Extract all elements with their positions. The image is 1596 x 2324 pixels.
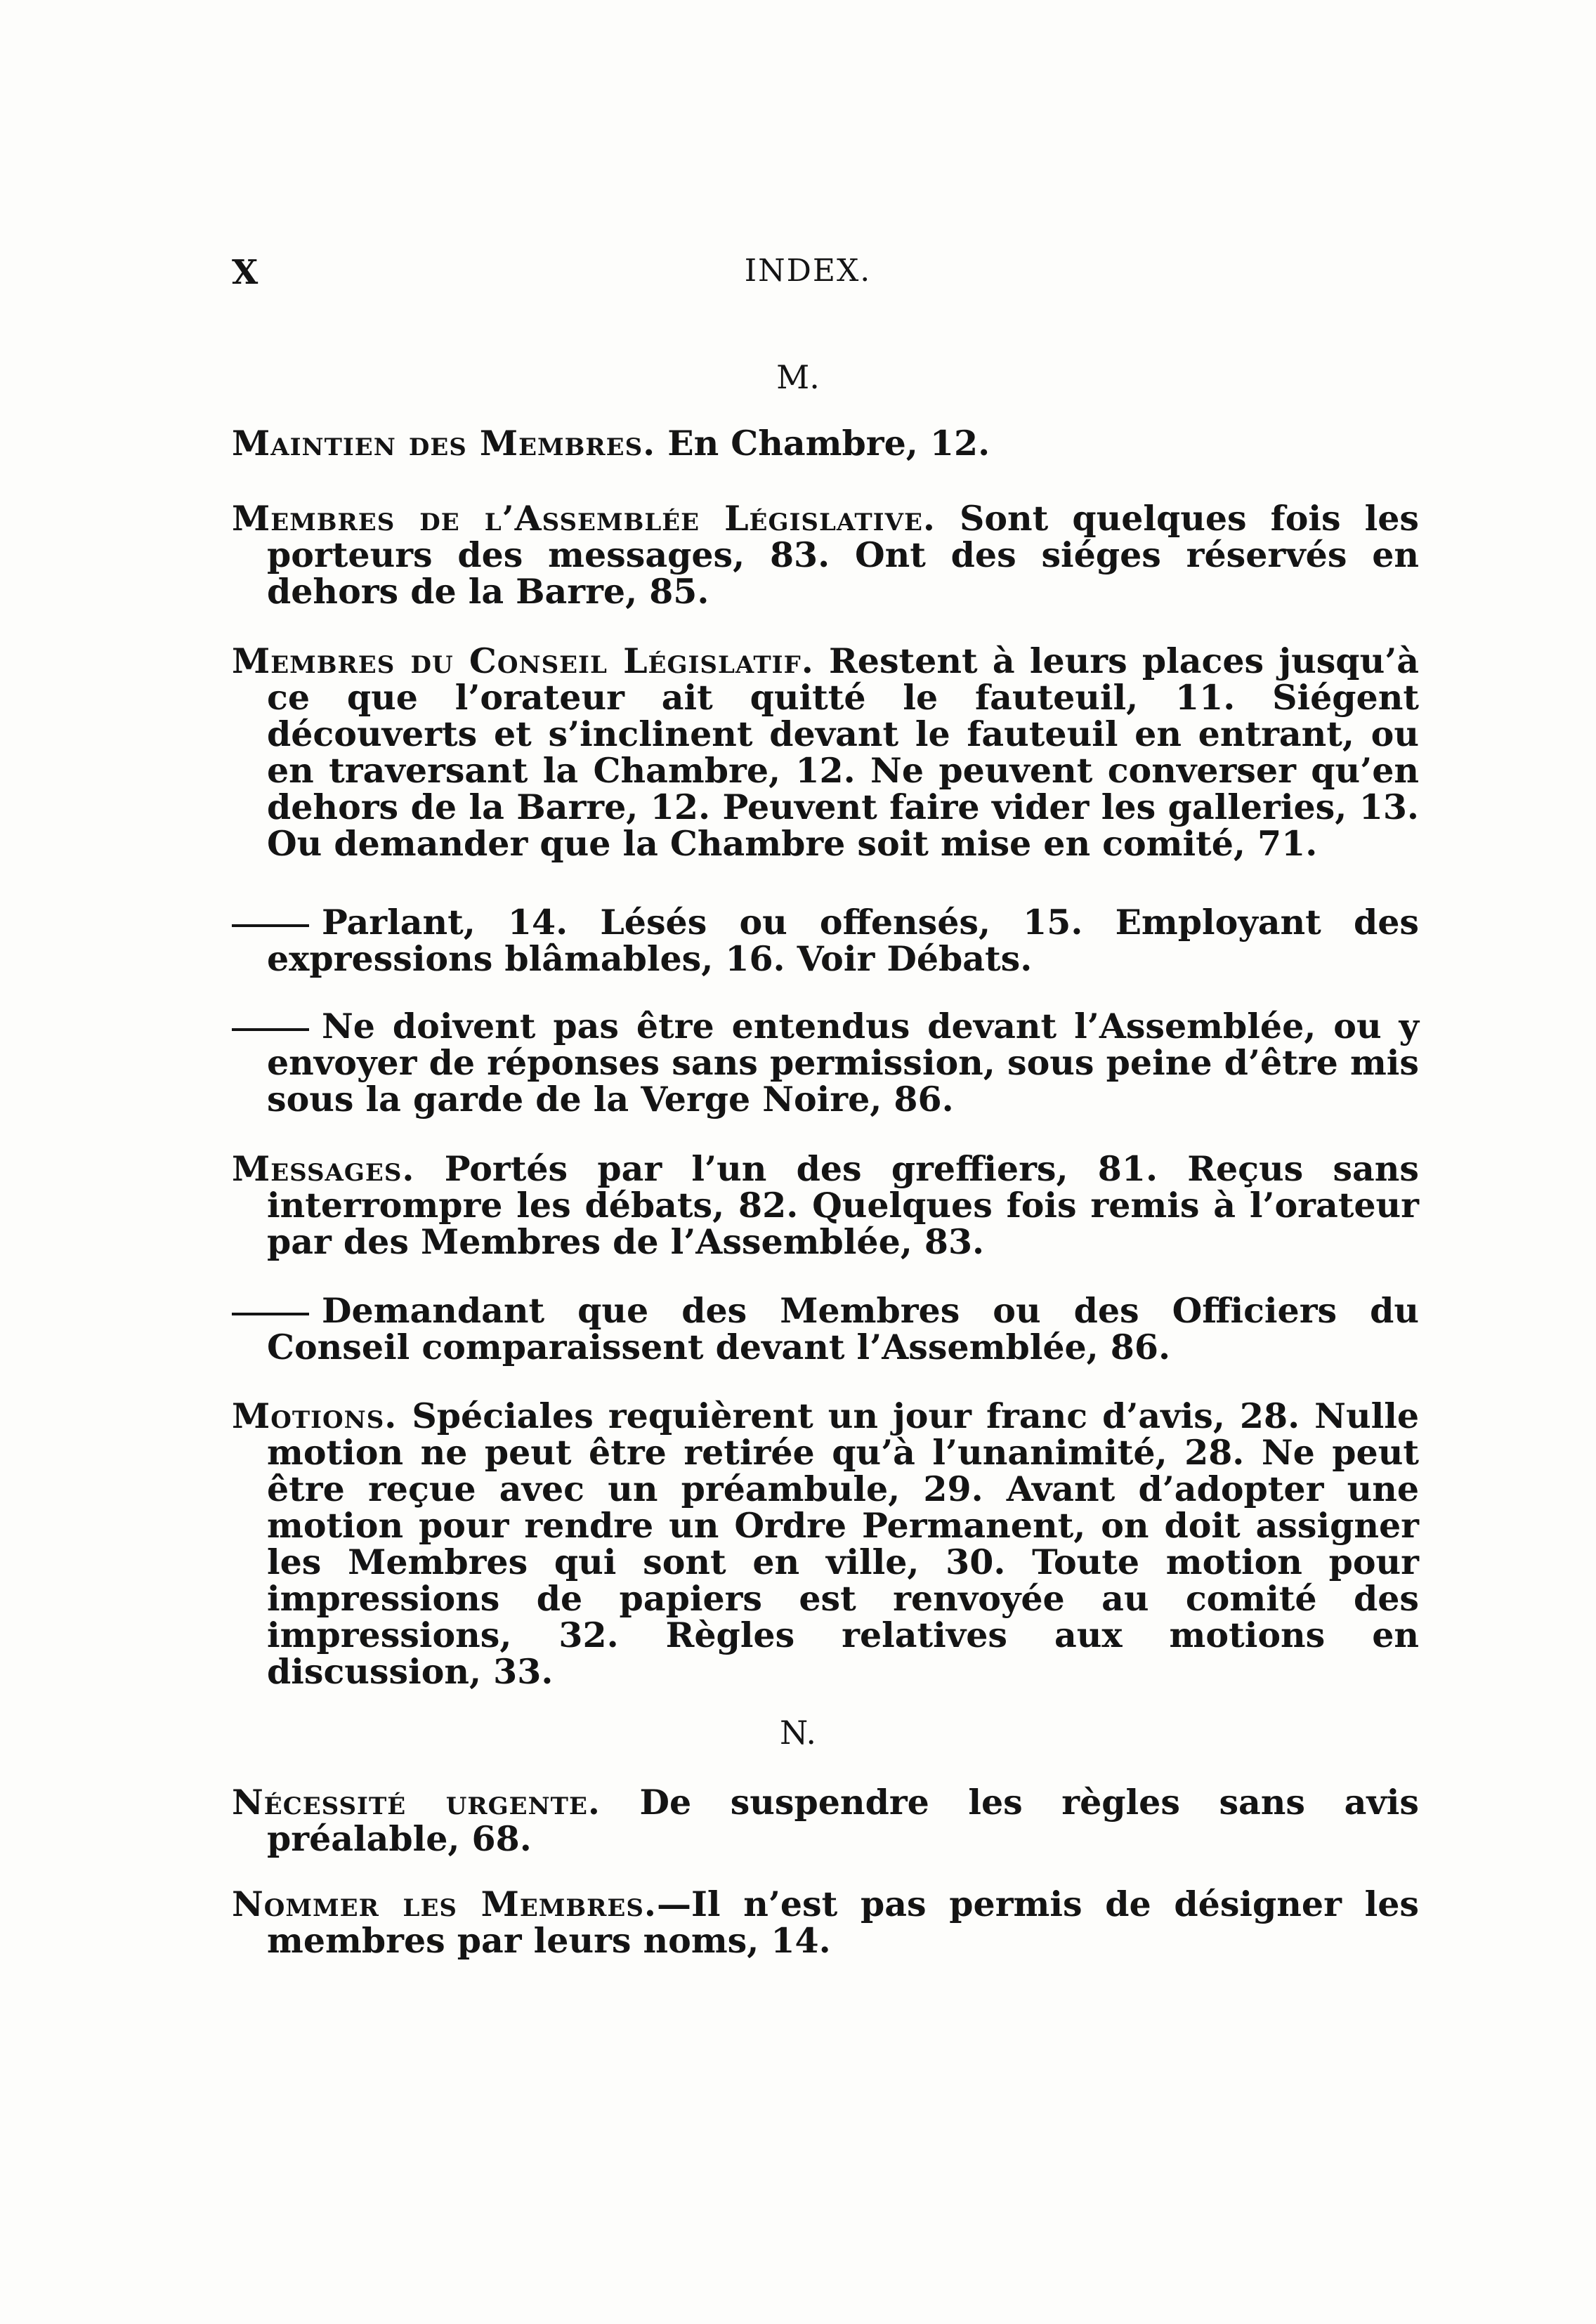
entry-text: Portés par l’un des greffiers, 81. Reçus sans interrompre les débats, 82. Quelques fois remis à l’orateur par des Membres de l’Assemblée, 83. bbox=[267, 1148, 1419, 1262]
ditto-dash bbox=[232, 1313, 309, 1315]
entry-text: Ne doivent pas être entendus devant l’Assemblée, ou y envoyer de réponses sans permission, sous peine d’être mis sous la garde de la Verge Noire, 86. bbox=[267, 1006, 1419, 1120]
entry-term: Nécessité urgente. bbox=[232, 1782, 601, 1823]
index-entry bbox=[232, 500, 1419, 610]
entry-text: Spéciales requièrent un jour franc d’avis, 28. Nulle motion ne peut être retirée qu’à l’unanimité, 28. Ne peut être reçue avec un préambule, 29. Avant d’adopter une motion pour rendre un Ordre Permanent, on doit assigner les Membres qui sont en ville, 30. Toute motion pour impressions de papiers est renvoyée au comité des impressions, 32. Règles relatives aux motions en discussion, 33. bbox=[267, 1396, 1419, 1692]
section-letter-m: M. bbox=[776, 358, 820, 396]
entry-text: En Chambre, 12. bbox=[667, 423, 990, 464]
index-entry bbox=[232, 1886, 1419, 1959]
index-entry bbox=[232, 423, 1419, 464]
entry-text: Sont quelques fois les porteurs des messages, 83. Ont des siéges réservés en dehors de la Barre, 85. bbox=[267, 498, 1420, 612]
entry-term: Motions. bbox=[232, 1396, 398, 1436]
entry-text: Demandant que des Membres ou des Officiers du Conseil comparaissent devant l’Assemblée, 86. bbox=[267, 1290, 1419, 1367]
entry-text: —Il n’est pas permis de désigner les membres par leurs noms, 14. bbox=[267, 1884, 1420, 1961]
running-title: INDEX. bbox=[744, 253, 872, 289]
entry-text: Parlant, 14. Lésés ou offensés, 15. Employant des expressions blâmables, 16. Voir Débats. bbox=[267, 902, 1419, 979]
entry-text: De suspendre les règles sans avis préalable, 68. bbox=[267, 1782, 1419, 1859]
page-folio: X bbox=[232, 253, 259, 292]
index-entry bbox=[232, 1784, 1419, 1857]
index-entry-continuation bbox=[232, 904, 1419, 977]
ditto-dash bbox=[232, 924, 309, 927]
section-letter-n: N. bbox=[780, 1714, 816, 1752]
entry-term: Maintien des Membres. bbox=[232, 423, 656, 464]
index-entry-continuation bbox=[232, 1006, 1419, 1120]
running-head bbox=[232, 253, 1384, 295]
index-entry bbox=[232, 1150, 1419, 1260]
index-entry bbox=[232, 1398, 1419, 1690]
entry-term: Membres du Conseil Législatif. bbox=[232, 641, 814, 681]
ditto-dash bbox=[232, 1028, 309, 1031]
entry-term: Messages. bbox=[232, 1148, 415, 1189]
index-entry-continuation bbox=[232, 1292, 1419, 1365]
entry-text: Restent à leurs places jusqu’à ce que l’orateur ait quitté le fauteuil, 11. Siégent découverts et s’inclinent devant le fauteuil en entrant, ou en traversant la Chambre, 12. Ne peuvent converser qu’en dehors de la Barre, 12. Peuvent faire vider les galleries, 13. Ou demander que la Chambre soit mise en comité, 71. bbox=[267, 641, 1420, 864]
entry-term: Nommer les Membres. bbox=[232, 1884, 657, 1924]
entry-term: Membres de l’Assemblée Législative. bbox=[232, 498, 936, 539]
index-entry bbox=[232, 643, 1419, 862]
